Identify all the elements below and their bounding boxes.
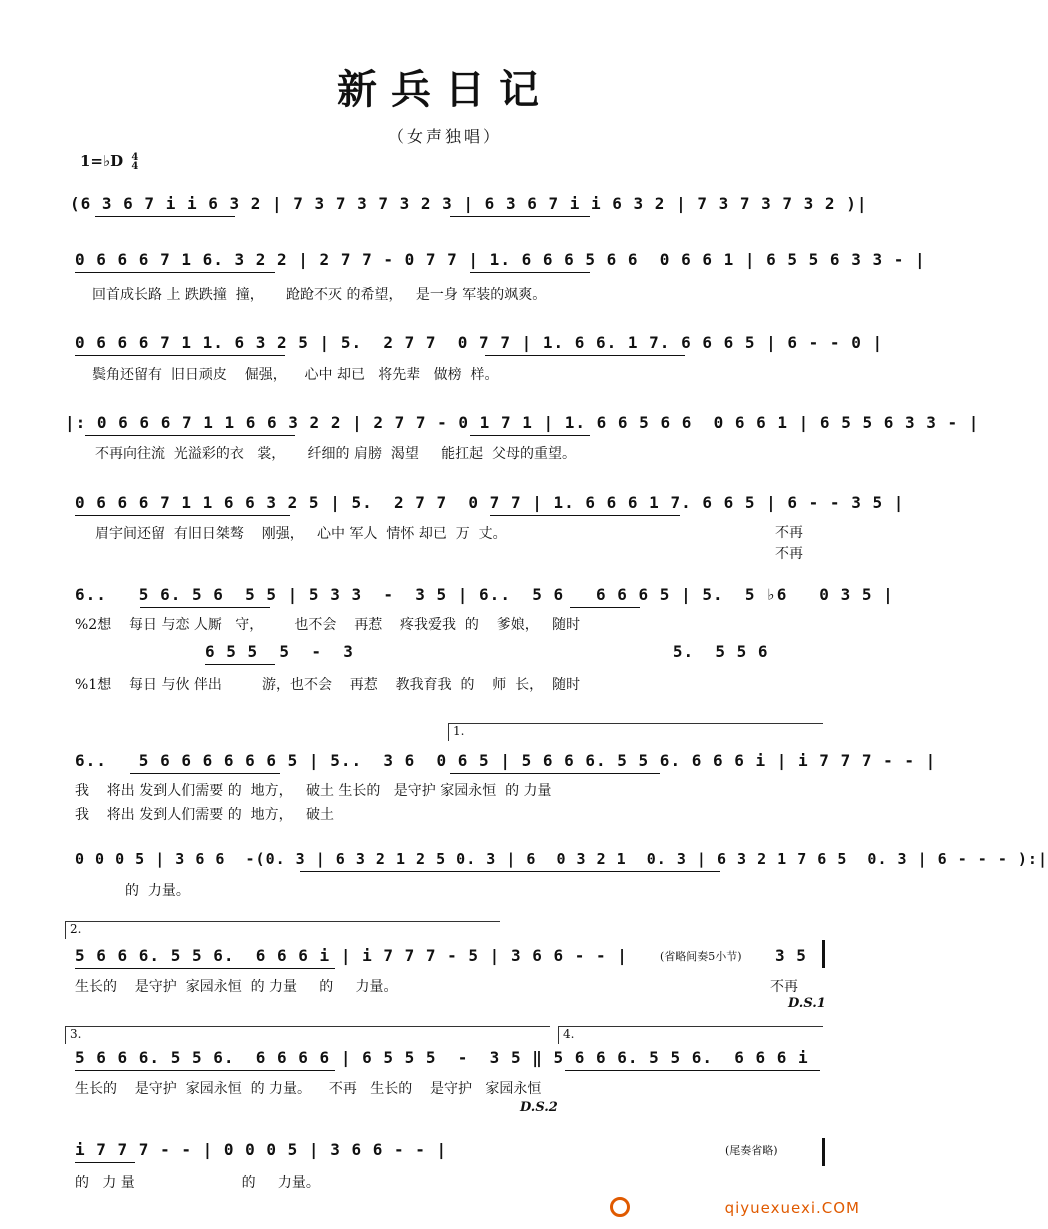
underline <box>75 968 335 969</box>
time-bottom: 4 <box>131 161 139 172</box>
underline <box>95 216 235 217</box>
underline <box>140 607 270 608</box>
underline <box>565 1070 820 1071</box>
underline <box>470 272 590 273</box>
notes-line-5: 0 6 6 6 7 1 1 6 6 3 2 5 | 5. 2 7 7 0 7 7 | 1. 6 6 6 1 7. 6 6 5 | 6 - - 3 5 | <box>75 493 905 512</box>
side-lyric-3: 不再 <box>770 979 798 995</box>
lyric-line-4: 不再向往流 光溢彩的衣 裳， 纤细的 肩膀 渴望 能扛起 父母的重望。 <box>95 446 577 462</box>
notes-line-1: (6 3 6 7 i i 6 3 2 | 7 3 7 3 7 3 2 3 | 6 3 6 7 i i 6 3 2 | 7 3 7 3 7 3 2 )| <box>70 194 868 213</box>
underline <box>300 871 720 872</box>
notes-line-9: 0 0 0 5 | 3 6 6 -(0. 3 | 6 3 2 1 2 5 0. 3 | 6 0 3 2 1 0. 3 | 6 3 2 1 7 6 5 0. 3 | 6 - - - ):| <box>75 850 1048 868</box>
underline <box>75 1070 335 1071</box>
lyric-line-8b: 我 将出 发到人们需要 的 地方， 破土 <box>75 807 334 823</box>
lyric-line-2: 回首成长路 上 跌跌撞 撞， 跄跄不灭 的希望， 是一身 军装的飒爽。 <box>92 287 547 303</box>
notes-line-3: 0 6 6 6 7 1 1. 6 3 2 5 | 5. 2 7 7 0 7 7 | 1. 6 6. 1 7. 6 6 6 5 | 6 - - 0 | <box>75 333 884 352</box>
lyric-line-3: 鬓角还留有 旧日顽皮 倔强， 心中 却已 将先辈 做榜 样。 <box>92 367 499 383</box>
page-title: 新兵日记 <box>337 66 553 113</box>
ds1-mark: D.S.1 <box>788 996 826 1011</box>
underline <box>85 435 295 436</box>
logo-icon <box>610 1197 630 1217</box>
volta-3: 3. <box>65 1026 550 1044</box>
underline <box>450 773 660 774</box>
side-lyric-1: 不再 <box>775 525 803 541</box>
underline <box>75 515 290 516</box>
notes-line-10: 5 6 6 6. 5 5 6. 6 6 6 i | i 7 7 7 - 5 | 3 6 6 - - | <box>75 946 628 965</box>
underline <box>205 664 275 665</box>
underline <box>490 515 680 516</box>
lyric-line-10: 生长的 是守护 家园永恒 的 力量 的 力量。 <box>75 979 398 995</box>
lyric-line-6: %2想 每日 与恋 人厮 守， 也不会 再惹 疼我爱我 的 爹娘， 随时 <box>75 617 581 633</box>
underline <box>75 355 285 356</box>
bar-line <box>822 940 825 968</box>
underline <box>75 1162 135 1163</box>
notes-line-7: 6 5 5 5 - 3 5. 5 5 6 <box>205 642 769 661</box>
volta-2: 2. <box>65 921 500 939</box>
underline <box>130 773 280 774</box>
volta-4: 4. <box>558 1026 823 1044</box>
time-top: 4 <box>131 152 139 163</box>
notes-line-11: 5 6 6 6. 5 5 6. 6 6 6 6 | 6 5 5 5 - 3 5 ‖ 5 6 6 6. 5 5 6. 6 6 6 i <box>75 1048 809 1067</box>
side-lyric-2: 不再 <box>775 546 803 562</box>
underline <box>450 216 590 217</box>
interlude-note: (省略间奏5小节) <box>660 950 742 963</box>
key-label: 1=♭D <box>80 152 124 170</box>
underline <box>485 355 685 356</box>
lyric-line-8a: 我 将出 发到人们需要 的 地方， 破土 生长的 是守护 家园永恒 的 力量 <box>75 783 552 799</box>
notes-line-12: i 7 7 7 - - | 0 0 0 5 | 3 6 6 - - | <box>75 1140 448 1159</box>
end-bar-line <box>822 1138 825 1166</box>
notes-line-2: 0 6 6 6 7 1 6. 3 2 2 | 2 7 7 - 0 7 7 | 1. 6 6 6 5 6 6 0 6 6 1 | 6 5 5 6 3 3 - | <box>75 250 926 269</box>
lyric-line-12: 的 力 量 的 力量。 <box>75 1175 320 1191</box>
outro-note: (尾奏省略) <box>725 1144 778 1157</box>
lyric-line-7: %1想 每日 与伙 伴出 游，也不会 再惹 教我育我 的 师 长， 随时 <box>75 677 581 693</box>
ds2-mark: D.S.2 <box>520 1100 558 1115</box>
notes-line-4: |: 0 6 6 6 7 1 1 6 6 3 2 2 | 2 7 7 - 0 1 7 1 | 1. 6 6 5 6 6 0 6 6 1 | 6 5 5 6 3 3 - | <box>65 413 980 432</box>
underline <box>570 607 640 608</box>
lyric-line-11: 生长的 是守护 家园永恒 的 力量。 不再 生长的 是守护 家园永恒 <box>75 1081 542 1097</box>
underline <box>470 435 590 436</box>
volta-1: 1. <box>448 723 823 741</box>
notes-line-6: 6.. 5 6. 5 6 5 5 | 5 3 3 - 3 5 | 6.. 5 6 6 6 6 5 | 5. 5 ♭6 0 3 5 | <box>75 585 894 604</box>
notes-line-10-tail: 3 5 <box>775 946 807 965</box>
lyric-line-9: 的 力量。 <box>125 883 190 899</box>
page-subtitle: （女声独唱） <box>387 127 502 146</box>
notes-line-8: 6.. 5 6 6 6 6 6 6 5 | 5.. 3 6 0 6 5 | 5 6 6 6. 5 5 6. 6 6 6 i | i 7 7 7 - - | <box>75 751 937 770</box>
time-signature <box>131 153 138 171</box>
watermark: qiyuexuexi.COM <box>724 1199 860 1217</box>
underline <box>75 272 275 273</box>
lyric-line-5: 眉宇间还留 有旧日桀骜 刚强， 心中 军人 情怀 却已 万 丈。 <box>95 526 507 542</box>
key-signature <box>80 152 138 171</box>
